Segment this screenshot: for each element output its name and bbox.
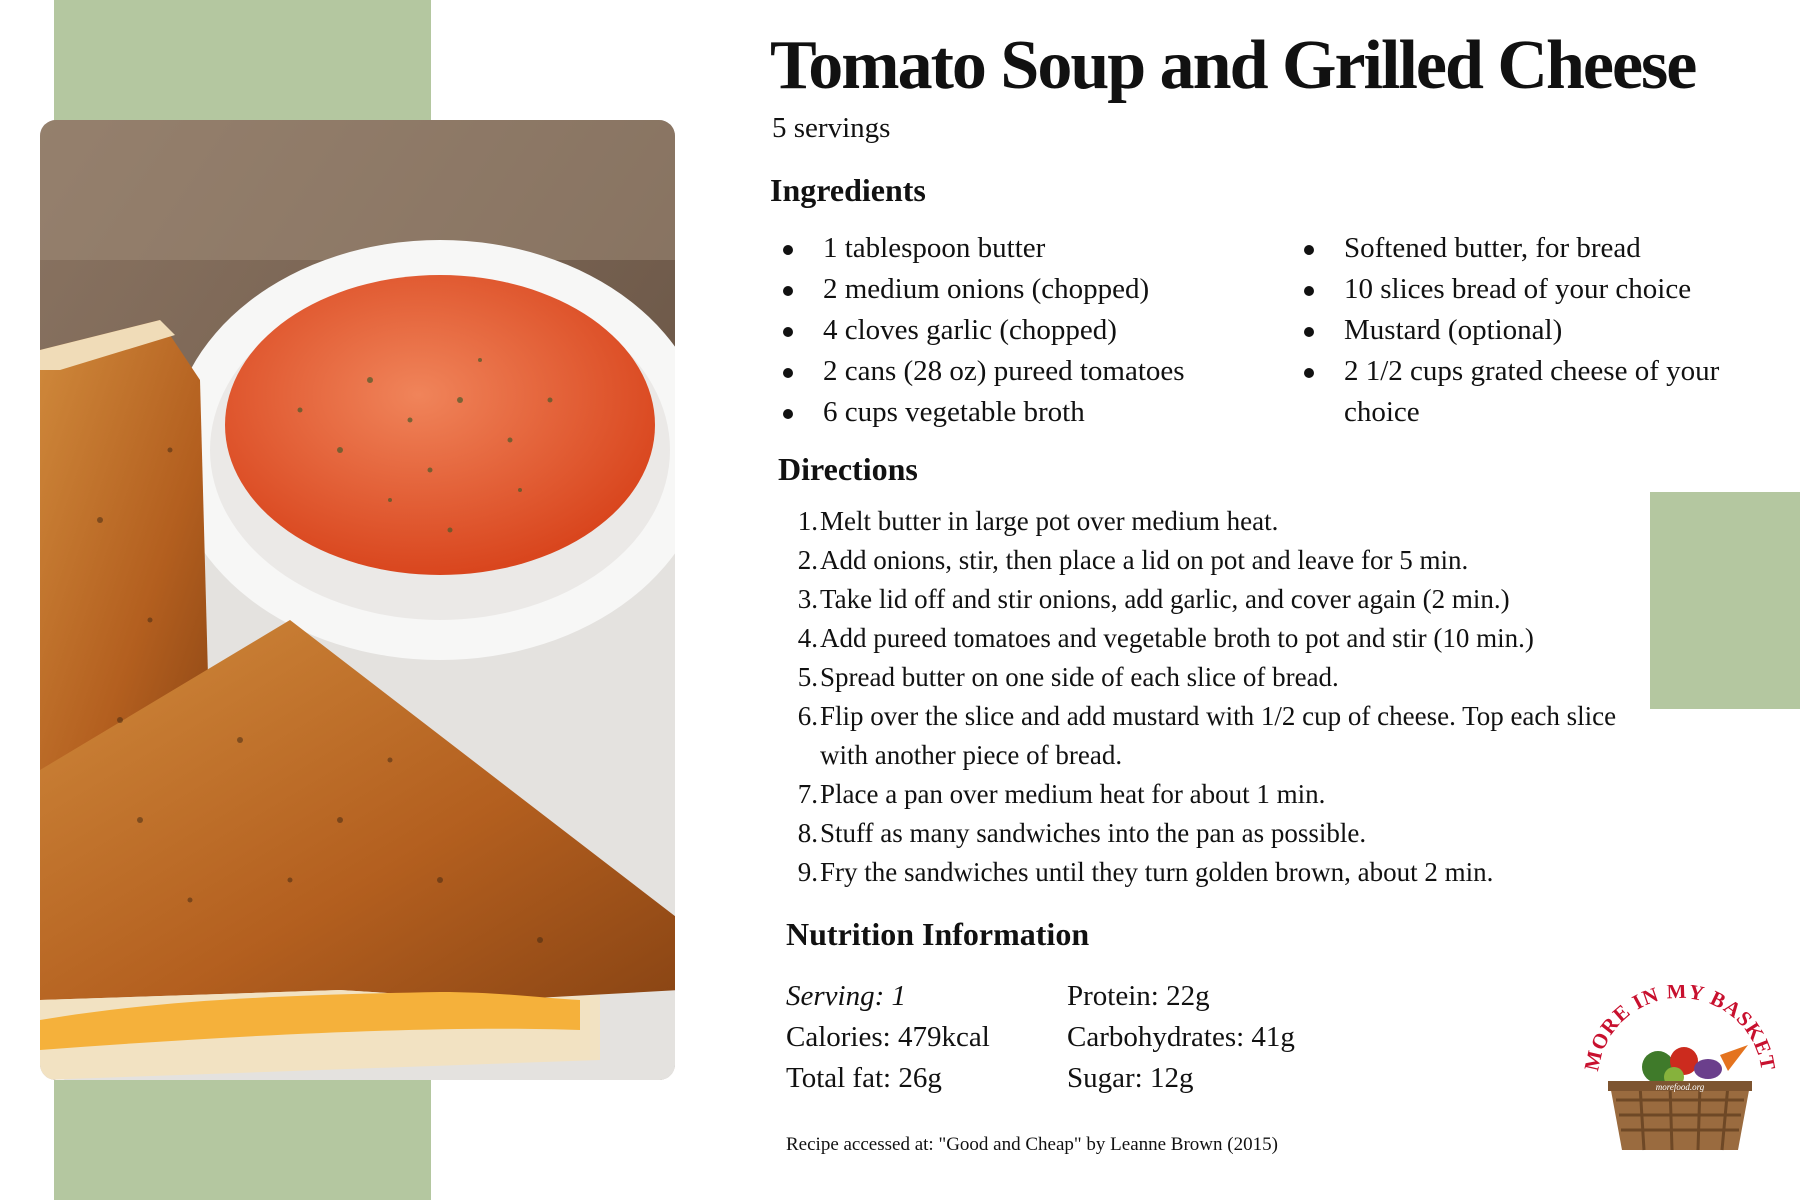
nutrition-column-right [1067,976,1295,1099]
ingredients-heading: Ingredients [770,172,926,208]
ingredient-item: 1 tablespoon butter [770,228,1270,269]
direction-step: 7. Place a pan over medium heat for about 1 min. [797,779,1326,809]
ingredient-item: 6 cups vegetable broth [770,392,1270,433]
recipe-photo [40,120,675,1080]
direction-step: 1. Melt butter in large pot over medium heat. [797,506,1279,536]
ingredient-item: 4 cloves garlic (chopped) [770,310,1270,351]
nutrition-protein: Protein: 22g [1067,980,1210,1012]
ingredient-item: 2 1/2 cups grated cheese of your choice [1291,351,1761,433]
ingredients-list-right [1291,228,1761,433]
direction-step: 9. Fry the sandwiches until they turn golden brown, about 2 min. [797,857,1494,887]
directions-heading: Directions [778,451,918,487]
nutrition-total-fat: Total fat: 26g [786,1062,942,1094]
direction-step: 5. Spread butter on one side of each slice of bread. [797,662,1339,692]
nutrition-sugar: Sugar: 12g [1067,1062,1194,1094]
nutrition-serving: Serving: 1 [786,980,906,1012]
directions-list [780,502,1640,892]
logo-text: MORE IN MY BASKET [1580,985,1780,1073]
nutrition-heading: Nutrition Information [786,916,1090,952]
nutrition-column-left [786,976,990,1099]
accent-block-bottom [54,1072,431,1200]
tomato-soup-grilled-cheese-photo-icon [40,120,675,1080]
ingredient-item: 2 cans (28 oz) pureed tomatoes [770,351,1270,392]
direction-step: 8. Stuff as many sandwiches into the pan as possible. [797,818,1367,848]
ingredient-item: 2 medium onions (chopped) [770,269,1270,310]
ingredient-item: Mustard (optional) [1291,310,1761,351]
direction-step: 6. Flip over the slice and add mustard with 1/2 cup of cheese. Top each slice with another piece of bread. [797,701,1617,770]
accent-block-right [1650,492,1800,709]
ingredients-list-left [770,228,1270,433]
nutrition-calories: Calories: 479kcal [786,1021,990,1053]
nutrition-carbohydrates: Carbohydrates: 41g [1067,1021,1295,1053]
logo-url: morefood.org [1655,1082,1705,1092]
vegetable-basket-icon [1580,985,1780,1160]
direction-step: 3. Take lid off and stir onions, add garlic, and cover again (2 min.) [797,584,1510,614]
more-in-my-basket-logo [1580,985,1780,1160]
servings-text: 5 servings [772,112,891,144]
accent-block-top [54,0,431,135]
direction-step: 4. Add pureed tomatoes and vegetable broth to pot and stir (10 min.) [797,623,1534,653]
direction-step: 2. Add onions, stir, then place a lid on pot and leave for 5 min. [797,545,1469,575]
ingredient-item: 10 slices bread of your choice [1291,269,1761,310]
page-title: Tomato Soup and Grilled Cheese [770,27,1696,104]
recipe-credit: Recipe accessed at: "Good and Cheap" by Leanne Brown (2015) [786,1134,1278,1155]
ingredient-item: Softened butter, for bread [1291,228,1761,269]
